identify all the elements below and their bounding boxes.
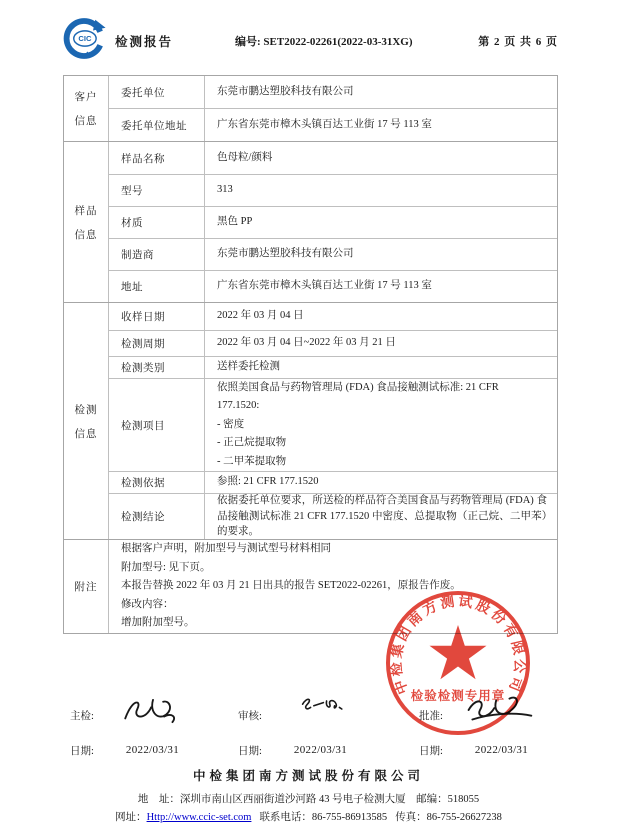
- signature-date: 2022/03/31: [474, 744, 529, 756]
- logo-text: CIC: [78, 34, 92, 44]
- field-label: 型号: [109, 175, 205, 206]
- table-row: [109, 540, 557, 633]
- field-label: 委托单位: [109, 76, 205, 108]
- table-row: [109, 142, 557, 174]
- field-label: 样品名称: [109, 142, 205, 174]
- date-label: 日期:: [419, 745, 443, 757]
- table-row: [109, 206, 557, 238]
- signature-role-label: 主检:: [70, 710, 94, 722]
- table-row: [109, 270, 557, 302]
- signature-role-label: 审核:: [238, 710, 262, 722]
- signature-role-label: 批准:: [419, 710, 443, 722]
- report-header: [63, 14, 558, 66]
- table-row: [109, 174, 557, 206]
- website-link[interactable]: Http://www.ccic-set.com: [146, 812, 252, 823]
- table-row: [109, 493, 557, 539]
- signature-area: [63, 693, 558, 763]
- report-number: [235, 33, 413, 49]
- field-label: 委托单位地址: [109, 109, 205, 141]
- field-label: 检测项目: [109, 379, 205, 471]
- date-label: 日期:: [70, 745, 94, 757]
- footer-address: 地 址：深圳市南山区西丽街道沙河路 43 号电子检测大厦 邮编：518055: [137, 794, 480, 805]
- signature-block: [63, 693, 231, 763]
- footer-company-name: 中检集团南方测试股份有限公司: [192, 769, 424, 783]
- report-table: [63, 75, 558, 634]
- field-value: 色母粒/颜料: [217, 151, 273, 163]
- section-category-label: 客户 信息: [64, 76, 109, 141]
- report-footer: [0, 766, 617, 824]
- field-value: 黑色 PP: [217, 216, 253, 228]
- table-row: [109, 471, 557, 493]
- table-row: [109, 108, 557, 141]
- field-label: 地址: [109, 271, 205, 302]
- field-value: 东莞市鹏达塑胶科技有限公司: [217, 248, 354, 260]
- section-category-label: 附注: [64, 540, 109, 633]
- field-value: 参照: 21 CFR 177.1520: [217, 476, 319, 488]
- report-title: 检测报告: [115, 35, 174, 49]
- handwritten-signature: [116, 692, 190, 730]
- date-label: 日期:: [238, 745, 262, 757]
- cic-logo-icon: [63, 17, 106, 60]
- stamp-caption-text: 检验检测专用章: [410, 689, 506, 703]
- field-label: 检测周期: [109, 331, 205, 356]
- signature-date: 2022/03/31: [293, 744, 348, 756]
- section-category-label: 样品 信息: [64, 142, 109, 302]
- table-section: [64, 302, 557, 539]
- signature-block: [231, 693, 403, 763]
- table-section: [64, 141, 557, 302]
- field-value: 依照美国食品与药物管理局 (FDA) 食品接触测试标准: 21 CFR 177.1520: - 密度 - 正己烷提取物 - 二甲苯提取物: [217, 381, 499, 467]
- field-value: 根据客户声明，附加型号与测试型号材料相同 附加型号: 见下页。 本报告替换 2022 年 03 月 21 日出具的报告 SET2022-02261，原报告作废。 修改内容： 增加附加型号。: [121, 543, 461, 629]
- table-section: [64, 76, 557, 141]
- signature-block: [403, 693, 558, 763]
- website-label: 网址：: [115, 812, 147, 823]
- stamp-company-text: 中检集团南方测试股份有限公司: [389, 594, 527, 696]
- field-value: 广东省东莞市樟木头镇百达工业街 17 号 113 室: [217, 280, 432, 292]
- field-label: 材质: [109, 207, 205, 238]
- table-section: [64, 539, 557, 633]
- table-row: [109, 303, 557, 330]
- field-value: 送样委托检测: [217, 361, 280, 373]
- field-value: 广东省东莞市樟木头镇百达工业街 17 号 113 室: [217, 118, 432, 130]
- table-row: [109, 76, 557, 108]
- table-row: [109, 356, 557, 378]
- handwritten-signature: [288, 693, 362, 725]
- signature-date: 2022/03/31: [125, 744, 180, 756]
- field-label: 检测结论: [109, 494, 205, 539]
- field-label: 收样日期: [109, 303, 205, 330]
- field-label: 制造商: [109, 239, 205, 270]
- field-value: 依据委托单位要求，所送检的样品符合美国食品与药物管理局 (FDA) 食品接触测试标准 21 CFR 177.1520 中密度、总提取物（正己烷、二甲苯）的要求。: [217, 495, 547, 538]
- table-row: [109, 378, 557, 471]
- footer-fax: 传真：86-755-26627238: [395, 812, 502, 823]
- table-row: [109, 330, 557, 356]
- field-value: 313: [217, 184, 233, 196]
- field-value: 2022 年 03 月 04 日~2022 年 03 月 21 日: [217, 337, 396, 349]
- table-row: [109, 238, 557, 270]
- field-label: 检测类别: [109, 357, 205, 378]
- field-value: 2022 年 03 月 04 日: [217, 310, 304, 322]
- section-category-label: 检测 信息: [64, 303, 109, 539]
- report-number-label: 编号:: [235, 36, 261, 48]
- report-number-value: SET2022-02261(2022-03-31XG): [263, 36, 413, 48]
- footer-phone: 联系电话：86-755-86913585: [259, 812, 388, 823]
- footer-contact-line: [0, 809, 617, 824]
- page-indicator: 第 2 页 共 6 页: [478, 36, 558, 48]
- handwritten-signature: [455, 691, 543, 729]
- field-label: 检测依据: [109, 472, 205, 493]
- field-value: 东莞市鹏达塑胶科技有限公司: [217, 85, 354, 97]
